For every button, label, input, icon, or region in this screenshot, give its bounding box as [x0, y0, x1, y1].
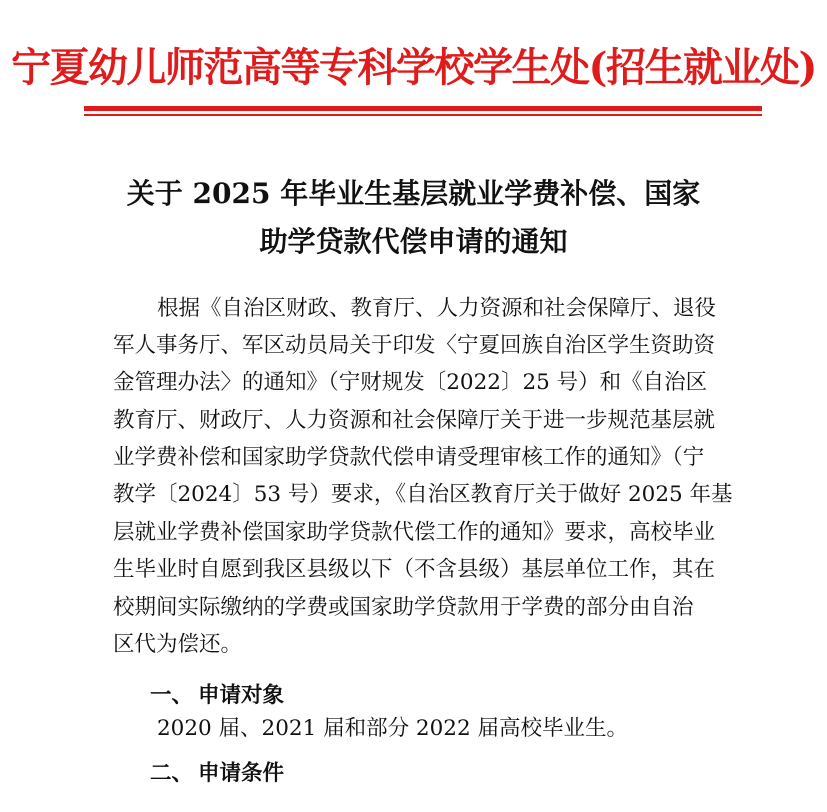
- letterhead-org-name: 宁夏幼儿师范高等专科学校学生处(招生就业处): [11, 44, 816, 91]
- paragraph-line: 区代为偿还。: [113, 632, 243, 657]
- paragraph-line: 生毕业时自愿到我区县级以下（不含县级）基层单位工作，其在: [113, 557, 716, 582]
- section-title: 申请条件: [198, 761, 285, 786]
- paragraph-line: 层就业学费补偿国家助学贷款代偿工作的通知》要求，高校毕业: [113, 520, 716, 545]
- document-title-line-2: 助学贷款代偿申请的通知: [259, 225, 568, 258]
- paragraph-line: 教育厅、财政厅、人力资源和社会保障厅关于进一步规范基层就: [113, 408, 716, 433]
- paragraph-line: 金管理办法〉的通知》（宁财规发〔2022〕25 号）和《自治区: [113, 370, 708, 395]
- section-title: 申请对象: [198, 683, 285, 708]
- paragraph-line: 军人事务厅、军区动员局关于印发〈宁夏回族自治区学生资助资: [113, 333, 716, 358]
- letterhead-red-rule-thick: [84, 106, 762, 111]
- section-heading-2: [150, 756, 284, 787]
- document-title-line-1: 关于 2025 年毕业生基层就业学费补偿、国家: [126, 177, 701, 210]
- paragraph-line: 校期间实际缴纳的学费或国家助学贷款用于学费的部分由自治: [113, 595, 694, 620]
- paragraph-line: 业学费补偿和国家助学贷款代偿申请受理审核工作的通知》（宁: [113, 445, 705, 470]
- paragraph-line: 根据《自治区财政、教育厅、人力资源和社会保障厅、退役: [157, 296, 717, 321]
- section-number: 二、: [150, 761, 194, 786]
- section-heading-1: [150, 678, 284, 709]
- letterhead-red-rule-thin: [84, 114, 762, 116]
- section-1-text: 2020 届、2021 届和部分 2022 届高校毕业生。: [157, 716, 628, 741]
- paragraph-line: 教学〔2024〕53 号）要求，《自治区教育厅关于做好 2025 年基: [113, 482, 733, 507]
- section-number: 一、: [150, 683, 194, 708]
